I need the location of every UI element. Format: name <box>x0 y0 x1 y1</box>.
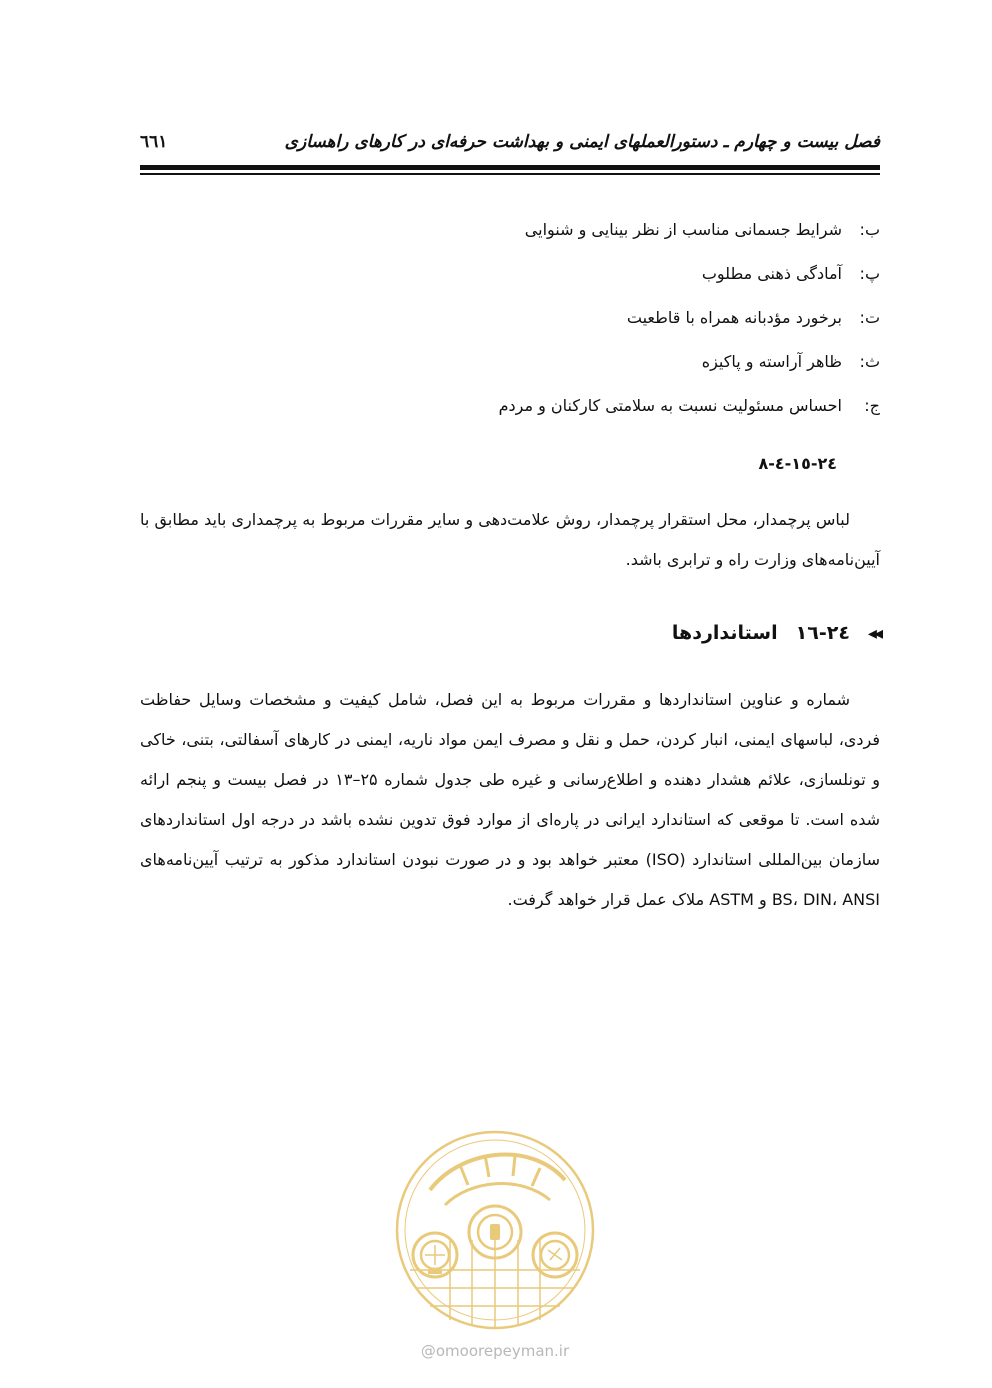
list-marker: پ: <box>859 264 880 283</box>
paragraph-flagman: لباس پرچمدار، محل استقرار پرچمدار، روش علامت‌دهی و سایر مقررات مربوط به پرچمداری باید مطابق با آیین‌نامه‌های وزارت راه و ترابری باشد. <box>140 510 880 569</box>
list-marker: ج: <box>864 396 880 415</box>
list-item-text: شرایط جسمانی مناسب از نظر بینایی و شنوایی <box>524 220 842 239</box>
list-item <box>180 215 880 259</box>
list-marker: ب: <box>859 220 880 239</box>
requirements-list <box>180 215 880 435</box>
watermark-url: @omoorepeyman.ir <box>420 1342 570 1360</box>
list-item <box>180 347 880 391</box>
heading-number: ٢٤-١٦ <box>795 622 850 644</box>
watermark-logo <box>390 1120 600 1340</box>
list-item-text: آمادگی ذهنی مطلوب <box>701 264 842 283</box>
list-item <box>180 259 880 303</box>
page-number: ٦٦١ <box>140 132 168 152</box>
logo-emblem-icon <box>390 1120 600 1340</box>
running-title: فصل بیست و چهارم ـ دستورالعملهای ایمنی و بهداشت حرفه‌ای در کارهای راهسازی <box>284 132 880 152</box>
list-item-text: برخورد مؤدبانه همراه با قاطعیت <box>626 308 842 327</box>
section-heading <box>672 622 880 644</box>
header-rule-thin <box>140 173 880 175</box>
heading-title: استانداردها <box>671 622 778 644</box>
list-item-text: احساس مسئولیت نسبت به سلامتی کارکنان و مردم <box>498 396 842 415</box>
list-item <box>180 303 880 347</box>
list-marker: ت: <box>859 308 880 327</box>
header-rule-thick <box>140 165 880 170</box>
list-item-text: ظاهر آراسته و پاکیزه <box>701 352 842 371</box>
list-item <box>180 391 880 435</box>
page-header <box>140 128 880 162</box>
list-marker: ث: <box>859 352 880 371</box>
double-arrow-icon: ◂◂ <box>867 622 880 644</box>
section-number: ٢٤-١٥-٤-٨ <box>758 454 837 473</box>
paragraph-standards: شماره و عناوین استانداردها و مقررات مربوط به این فصل، شامل کیفیت و مشخصات وسایل حفاظت فردی، لباسهای ایمنی، انبار کردن، حمل و نقل و مصرف ایمن مواد ناریه، ایمنی در کارهای آسفالتی، بتنی، خاکی و تونلسازی، علائم هشدار دهنده و اطلاع‌رسانی و غیره طی جدول شماره ۲۵–۱۳ در فصل بیست و پنجم ارائه شده است. تا موقعی که استاندارد ایرانی در پاره‌ای از موارد فوق تدوین نشده باشد در درجه اول استانداردهای سازمان بین‌المللی استاندارد (ISO) معتبر خواهد بود و در صورت نبودن استاندارد مذکور به ترتیب آیین‌نامه‌های BS، DIN، ANSI و ASTM ملاک عمل قرار خواهد گرفت. <box>140 690 881 909</box>
